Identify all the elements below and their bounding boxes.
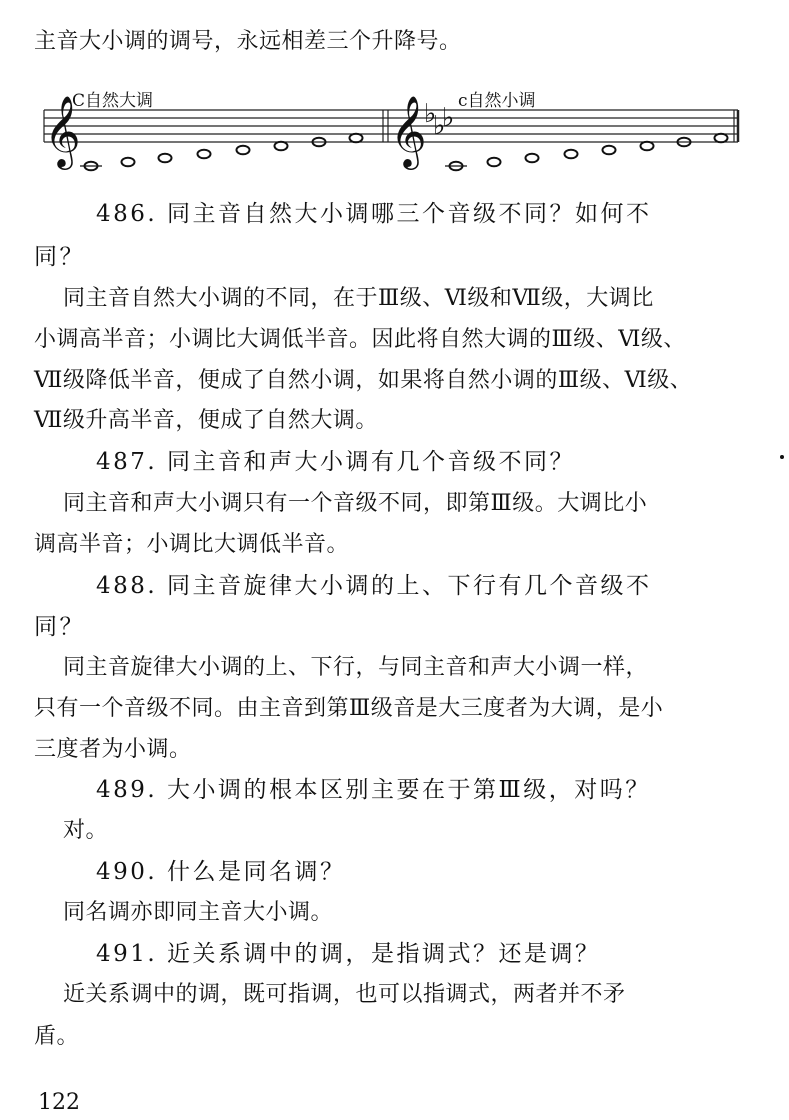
question-491: 491. 近关系调中的调，是指调式？还是调？ (96, 941, 601, 967)
answer-491-line: 近关系调中的调，既可指调，也可以指调式，两者并不矛 (63, 982, 626, 1007)
answer-489-line: 对。 (63, 818, 109, 843)
answer-488-line: 三度者为小调。 (34, 737, 192, 762)
answer-486-line: 小调高半音；小调比大调低半音。因此将自然大调的Ⅲ级、Ⅵ级、 (34, 327, 686, 352)
answer-491-line: 盾。 (34, 1024, 80, 1049)
question-486: 486. 同主音自然大小调哪三个音级不同？如何不 (96, 201, 652, 227)
answer-487-line: 同主音和声大小调只有一个音级不同，即第Ⅲ级。大调比小 (63, 491, 648, 516)
c-major-label: C自然大调 (72, 91, 154, 111)
question-488: 488. 同主音旋律大小调的上、下行有几个音级不 (96, 573, 652, 599)
svg-text:♭: ♭ (442, 103, 455, 133)
top-line: 主音大小调的调号，永远相差三个升降号。 (34, 29, 462, 54)
answer-486-line: Ⅶ级降低半音，便成了自然小调，如果将自然小调的Ⅲ级、Ⅵ级、 (34, 368, 693, 393)
treble-clef-icon: 𝄞 (44, 94, 81, 167)
page-number: 122 (38, 1090, 80, 1115)
answer-486-line: 同主音自然大小调的不同，在于Ⅲ级、Ⅵ级和Ⅶ级，大调比 (63, 286, 654, 311)
question-488-cont: 同？ (34, 614, 85, 640)
key-signature-flats-icon (424, 99, 454, 141)
c-minor-scale-notes (445, 134, 728, 171)
answer-486-line: Ⅶ级升高半音，便成了自然大调。 (34, 408, 378, 433)
answer-490-line: 同名调亦即同主音大小调。 (63, 900, 334, 925)
c-minor-label: c自然小调 (458, 91, 536, 111)
svg-text:♭: ♭ (433, 111, 446, 141)
answer-488-line: 只有一个音级不同。由主音到第Ⅲ级音是大三度者为大调，是小 (34, 696, 664, 721)
treble-clef-icon: 𝄞 (390, 94, 427, 167)
c-major-scale-notes (80, 134, 363, 171)
question-487: 487. 同主音和声大小调有几个音级不同？ (96, 449, 576, 475)
answer-487-line: 调高半音；小调比大调低半音。 (34, 532, 350, 557)
svg-text:♭: ♭ (424, 99, 437, 129)
question-489: 489. 大小调的根本区别主要在于第Ⅲ级，对吗？ (96, 777, 651, 803)
answer-488-line: 同主音旋律大小调的上、下行，与同主音和声大小调一样， (63, 655, 649, 680)
scan-speck (780, 455, 784, 459)
question-490: 490. 什么是同名调？ (96, 859, 346, 885)
question-486-cont: 同？ (34, 244, 85, 270)
